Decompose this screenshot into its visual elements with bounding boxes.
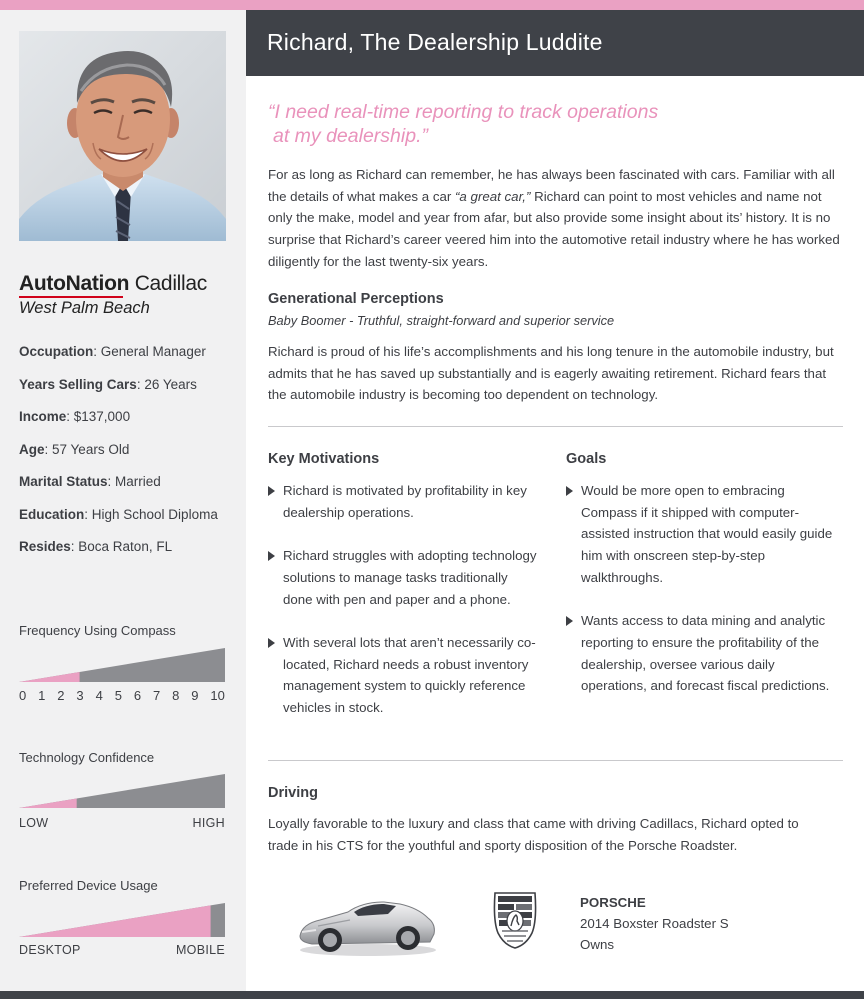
- fact-income: [19, 409, 239, 442]
- scale-tick-label: 9: [191, 688, 199, 703]
- fact-label: Age: [19, 441, 45, 457]
- section-divider: [268, 760, 843, 761]
- scale-desktop-label: DESKTOP: [19, 943, 81, 957]
- car-brand: PORSCHE: [580, 895, 646, 910]
- generational-paragraph: Richard is proud of his life’s accomplishments and his long tenure in the automobile industry, but admits that he has saved up substantially and is eagerly awaiting retirement. Richard fears that the automobile industry is becoming too dependent on technology.: [268, 344, 834, 403]
- triangle-right-icon: [268, 486, 275, 496]
- car-details: [580, 892, 729, 955]
- motivations-list: [268, 480, 538, 719]
- list-item: [268, 480, 538, 523]
- car-model: 2014 Boxster Roadster S: [580, 916, 729, 931]
- company-location: West Palm Beach: [19, 299, 150, 317]
- fact-marital-status: [19, 474, 239, 507]
- list-item: [566, 610, 844, 697]
- confidence-meter: [19, 774, 225, 808]
- fact-education: [19, 507, 239, 540]
- meter-fill: [19, 798, 77, 808]
- fact-value: : 26 Years: [136, 376, 197, 392]
- persona-header: [246, 10, 864, 76]
- frequency-scale: [19, 688, 225, 703]
- meter-fill: [19, 905, 211, 937]
- scale-tick-label: 7: [152, 688, 161, 703]
- list-item-text: Richard is motivated by profitability in key dealership operations.: [283, 483, 527, 520]
- scale-high-label: HIGH: [192, 816, 225, 830]
- porsche-crest-logo: [492, 891, 538, 949]
- fact-value: : $137,000: [66, 409, 131, 424]
- scale-low-label: LOW: [19, 816, 49, 830]
- fact-value: : General Manager: [93, 344, 206, 359]
- profile-sidebar: [0, 10, 246, 991]
- company-logo-underline: [19, 296, 123, 298]
- triangle-right-icon: [268, 638, 275, 648]
- portrait-photo: [19, 31, 226, 241]
- persona-quote: [268, 100, 738, 148]
- driving-paragraph: Loyally favorable to the luxury and class that came with driving Cadillacs, Richard opted to trade in his CTS for the youthful and sporty disposition of the Porsche Roadster.: [268, 816, 799, 853]
- scale-tick-label: 10: [210, 688, 225, 703]
- driving-heading: Driving: [268, 785, 318, 801]
- device-scale: [19, 943, 225, 957]
- bottom-accent-stripe: [0, 991, 864, 999]
- persona-facts: [19, 344, 239, 572]
- device-meter-title: Preferred Device Usage: [19, 878, 158, 893]
- list-item: [566, 480, 844, 589]
- fact-value: : High School Diploma: [84, 506, 218, 522]
- scale-tick-label: 1: [38, 688, 46, 703]
- quote-line: at my dealership.”: [273, 125, 428, 147]
- confidence-scale: [19, 816, 225, 830]
- car-ownership: Owns: [580, 937, 614, 952]
- confidence-meter-title: Technology Confidence: [19, 750, 155, 765]
- list-item-text: Richard struggles with adopting technology solutions to manage tasks traditionally done with pen and paper and a phone.: [283, 548, 537, 607]
- fact-value: : Boca Raton, FL: [70, 539, 173, 554]
- scale-tick-label: 2: [57, 688, 65, 703]
- scale-tick-label: 4: [95, 688, 103, 703]
- triangle-right-icon: [566, 486, 573, 496]
- triangle-right-icon: [566, 616, 573, 626]
- scale-tick-label: 0: [19, 688, 27, 703]
- bio-paragraph: [268, 164, 846, 273]
- section-divider: [268, 426, 843, 427]
- fact-years-selling: [19, 377, 239, 410]
- fact-label: Resides: [19, 539, 71, 554]
- list-item: [268, 545, 538, 610]
- scale-tick-label: 3: [76, 688, 84, 703]
- fact-label: Income: [19, 409, 67, 424]
- list-item-text: With several lots that aren’t necessarily co-located, Richard needs a robust inventory management system to quickly reference vehicles in stock.: [283, 634, 536, 715]
- company-name-bold: AutoNation: [19, 272, 130, 295]
- list-item-text: Wants access to data mining and analytic reporting to ensure the profitability of the dealership, oversee various daily operations, and forecast fiscal predictions.: [581, 613, 830, 694]
- bio-text: For as long as Richard can remember, he has always been fascinated with cars. Familiar with all the details of what makes a car: [268, 167, 835, 204]
- scale-mobile-label: MOBILE: [175, 943, 225, 957]
- scale-tick-label: 8: [172, 688, 180, 703]
- list-item: [268, 632, 538, 719]
- fact-label: Occupation: [19, 344, 94, 359]
- company-name: [19, 272, 207, 296]
- top-accent-stripe: [0, 0, 864, 10]
- fact-label: Marital Status: [19, 474, 108, 489]
- fact-age: [19, 442, 239, 475]
- triangle-right-icon: [268, 551, 275, 561]
- quote-line: “I need real-time reporting to track operations: [268, 101, 659, 123]
- bio-text: Richard can point to most vehicles and name not only the make, model and year from afar, but also provide some insight about its’ history. It is no surprise that Richard’s career veered him into the automotive retail industry where he has worked diligently for the last twenty-six years.: [268, 188, 840, 269]
- company-name-rest: Cadillac: [129, 272, 207, 295]
- meter-fill: [19, 672, 80, 682]
- scale-tick-label: 6: [133, 688, 142, 703]
- generational-heading: Generational Perceptions: [268, 291, 444, 307]
- bio-emphasis: “a great car,”: [455, 188, 531, 204]
- fact-occupation: [19, 344, 239, 377]
- list-item-text: Would be more open to embracing Compass if it shipped with computer-assisted instruction that would easily guide him with onscreen step-by-step walkthroughs.: [581, 483, 833, 585]
- sports-car-image: [296, 890, 438, 958]
- motivations-heading: Key Motivations: [268, 451, 380, 467]
- fact-resides: [19, 539, 239, 572]
- scale-tick-label: 5: [114, 688, 122, 703]
- device-meter: [19, 903, 225, 937]
- persona-title: Richard, The Dealership Luddite: [267, 29, 603, 55]
- fact-value: : 57 Years Old: [44, 441, 130, 457]
- goals-list: [566, 480, 844, 697]
- frequency-meter-title: Frequency Using Compass: [19, 623, 176, 638]
- frequency-meter: [19, 648, 225, 682]
- fact-value: : Married: [107, 474, 161, 489]
- company-logo: [19, 272, 207, 318]
- fact-label: Education: [19, 506, 85, 522]
- generational-subtitle: Baby Boomer - Truthful, straight-forward and superior service: [268, 313, 615, 328]
- goals-heading: Goals: [566, 451, 607, 467]
- fact-label: Years Selling Cars: [19, 376, 137, 392]
